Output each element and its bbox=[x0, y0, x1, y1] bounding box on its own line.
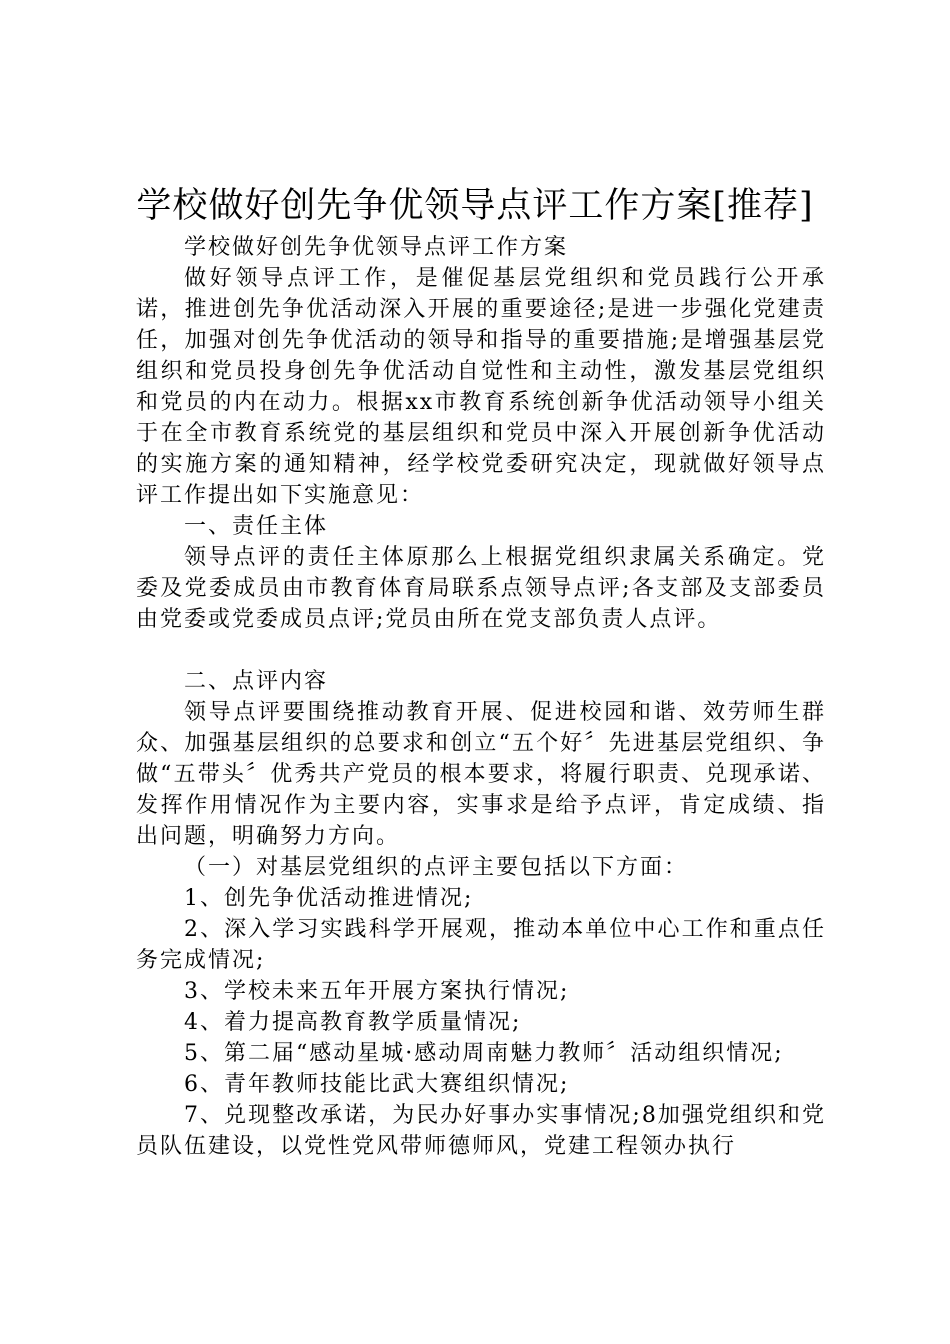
document-body bbox=[136, 232, 826, 1162]
list-item: 7、兑现整改承诺，为民办好事办实事情况;8加强党组织和党员队伍建设，以党性党风带师德师风，党建工程领办执行 bbox=[136, 1103, 826, 1159]
list-item: 1、创先争优活动推进情况; bbox=[184, 886, 474, 911]
list-item: 4、着力提高教育教学质量情况; bbox=[184, 1010, 522, 1035]
list-item: 5、第二届“感动星城·感动周南魅力教师〞活动组织情况; bbox=[184, 1041, 784, 1066]
content-paragraph: 领导点评要围绕推动教育开展、促进校园和谐、效劳师生群众、加强基层组织的总要求和创立“五个好〞先进基层党组织、争做“五带头〞优秀共产党员的根本要求，将履行职责、兑现承诺、发挥作用情况作为主要内容，实事求是给予点评，肯定成绩、指出问题，明确努力方向。 bbox=[136, 700, 826, 849]
subtitle-paragraph: 学校做好创先争优领导点评工作方案 bbox=[184, 235, 569, 260]
list-item: 3、学校未来五年开展方案执行情况; bbox=[184, 979, 570, 1004]
list-item: 2、深入学习实践科学开展观，推动本单位中心工作和重点任务完成情况; bbox=[136, 917, 826, 973]
section-heading-content: 二、点评内容 bbox=[184, 669, 329, 694]
section-heading-responsibility: 一、责任主体 bbox=[184, 514, 329, 539]
responsibility-paragraph: 领导点评的责任主体原那么上根据党组织隶属关系确定。党委及党委成员由市教育体育局联系点领导点评;各支部及支部委员由党委或党委成员点评;党员由所在党支部负责人点评。 bbox=[136, 545, 826, 632]
intro-paragraph: 做好领导点评工作，是催促基层党组织和党员践行公开承诺，推进创先争优活动深入开展的重要途径;是进一步强化党建责任，加强对创先争优活动的领导和指导的重要措施;是增强基层党组织和党员投身创先争优活动自觉性和主动性，激发基层党组织和党员的内在动力。根据xx市教育系统创新争优活动领导小组关于在全市教育系统党的基层组织和党员中深入开展创新争优活动的实施方案的通知精神，经学校党委研究决定，现就做好领导点评工作提出如下实施意见： bbox=[136, 266, 826, 508]
list-item: 6、青年教师技能比武大赛组织情况; bbox=[184, 1072, 570, 1097]
subsection-heading-org: （一）对基层党组织的点评主要包括以下方面： bbox=[184, 855, 689, 880]
document-title: 学校做好创先争优领导点评工作方案[推荐] bbox=[136, 186, 814, 226]
